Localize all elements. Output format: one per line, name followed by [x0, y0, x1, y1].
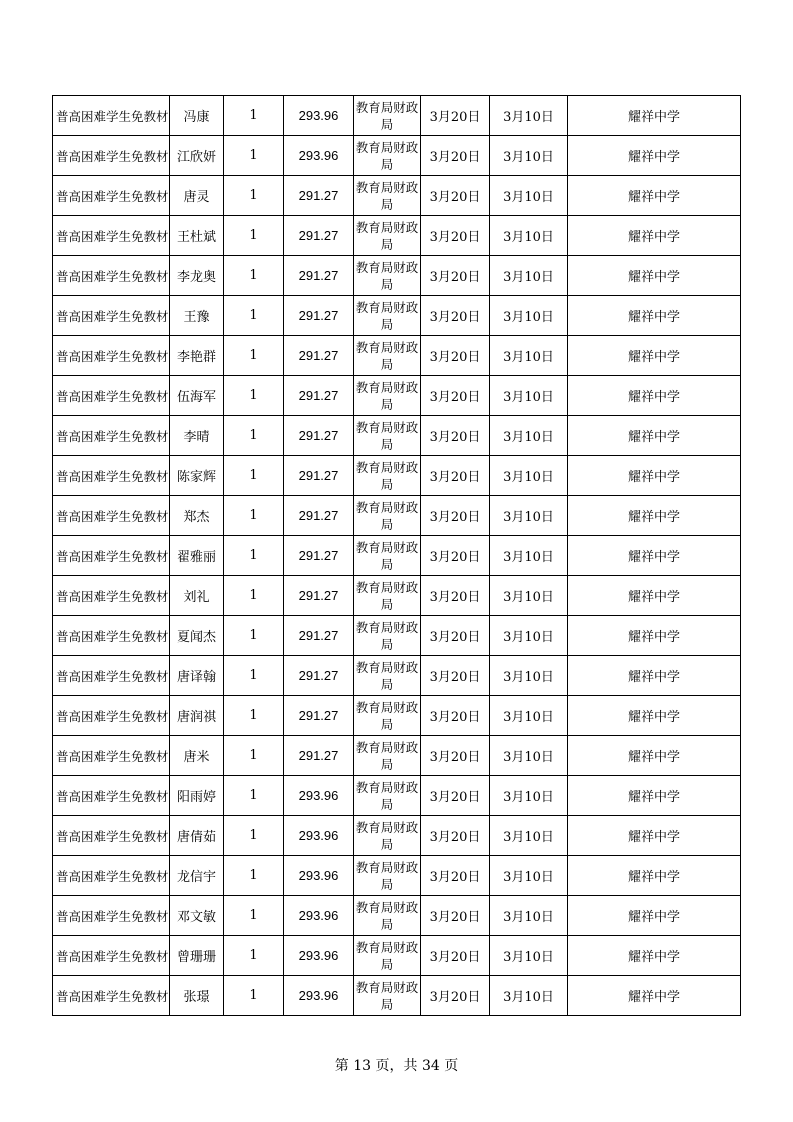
- table-body: [53, 96, 741, 1016]
- amount-cell: 291.27: [284, 216, 354, 256]
- school-cell: 耀祥中学: [568, 976, 741, 1016]
- quantity-cell: 1: [224, 576, 284, 616]
- amount-cell: 291.27: [284, 176, 354, 216]
- date-cell: 3月10日: [490, 976, 568, 1016]
- quantity-cell: 1: [224, 536, 284, 576]
- quantity-cell: 1: [224, 376, 284, 416]
- amount-cell: 291.27: [284, 496, 354, 536]
- date-cell: 3月10日: [490, 336, 568, 376]
- student-name-cell: 江欣妍: [170, 136, 224, 176]
- item-cell: 普高困难学生免教材: [53, 416, 170, 456]
- date-cell: 3月10日: [490, 576, 568, 616]
- quantity-cell: 1: [224, 816, 284, 856]
- quantity-cell: 1: [224, 96, 284, 136]
- date-cell: 3月10日: [490, 816, 568, 856]
- department-cell: 教育局财政局: [354, 936, 421, 976]
- item-cell: 普高困难学生免教材: [53, 256, 170, 296]
- quantity-cell: 1: [224, 936, 284, 976]
- item-cell: 普高困难学生免教材: [53, 696, 170, 736]
- table-row: [53, 816, 741, 856]
- department-cell: 教育局财政局: [354, 416, 421, 456]
- school-cell: 耀祥中学: [568, 176, 741, 216]
- amount-cell: 293.96: [284, 896, 354, 936]
- quantity-cell: 1: [224, 696, 284, 736]
- school-cell: 耀祥中学: [568, 216, 741, 256]
- item-cell: 普高困难学生免教材: [53, 136, 170, 176]
- amount-cell: 291.27: [284, 576, 354, 616]
- amount-cell: 291.27: [284, 536, 354, 576]
- school-cell: 耀祥中学: [568, 536, 741, 576]
- amount-cell: 293.96: [284, 136, 354, 176]
- date-cell: 3月20日: [421, 216, 490, 256]
- quantity-cell: 1: [224, 456, 284, 496]
- table-row: [53, 496, 741, 536]
- item-cell: 普高困难学生免教材: [53, 216, 170, 256]
- date-cell: 3月10日: [490, 536, 568, 576]
- department-cell: 教育局财政局: [354, 216, 421, 256]
- table-row: [53, 856, 741, 896]
- date-cell: 3月20日: [421, 296, 490, 336]
- table-row: [53, 616, 741, 656]
- amount-cell: 291.27: [284, 416, 354, 456]
- item-cell: 普高困难学生免教材: [53, 736, 170, 776]
- table-row: [53, 536, 741, 576]
- quantity-cell: 1: [224, 896, 284, 936]
- student-name-cell: 张璟: [170, 976, 224, 1016]
- school-cell: 耀祥中学: [568, 416, 741, 456]
- item-cell: 普高困难学生免教材: [53, 496, 170, 536]
- amount-cell: 293.96: [284, 976, 354, 1016]
- item-cell: 普高困难学生免教材: [53, 816, 170, 856]
- school-cell: 耀祥中学: [568, 656, 741, 696]
- student-name-cell: 唐灵: [170, 176, 224, 216]
- amount-cell: 291.27: [284, 696, 354, 736]
- date-cell: 3月10日: [490, 616, 568, 656]
- date-cell: 3月20日: [421, 96, 490, 136]
- table-row: [53, 896, 741, 936]
- department-cell: 教育局财政局: [354, 656, 421, 696]
- amount-cell: 291.27: [284, 736, 354, 776]
- amount-cell: 291.27: [284, 656, 354, 696]
- date-cell: 3月10日: [490, 896, 568, 936]
- date-cell: 3月20日: [421, 736, 490, 776]
- date-cell: 3月10日: [490, 296, 568, 336]
- school-cell: 耀祥中学: [568, 816, 741, 856]
- department-cell: 教育局财政局: [354, 376, 421, 416]
- quantity-cell: 1: [224, 416, 284, 456]
- table-row: [53, 336, 741, 376]
- department-cell: 教育局财政局: [354, 176, 421, 216]
- quantity-cell: 1: [224, 656, 284, 696]
- school-cell: 耀祥中学: [568, 96, 741, 136]
- date-cell: 3月20日: [421, 896, 490, 936]
- table-row: [53, 416, 741, 456]
- school-cell: 耀祥中学: [568, 696, 741, 736]
- item-cell: 普高困难学生免教材: [53, 96, 170, 136]
- student-name-cell: 王豫: [170, 296, 224, 336]
- table-row: [53, 776, 741, 816]
- item-cell: 普高困难学生免教材: [53, 456, 170, 496]
- department-cell: 教育局财政局: [354, 896, 421, 936]
- item-cell: 普高困难学生免教材: [53, 656, 170, 696]
- table-row: [53, 376, 741, 416]
- department-cell: 教育局财政局: [354, 136, 421, 176]
- school-cell: 耀祥中学: [568, 496, 741, 536]
- table-row: [53, 456, 741, 496]
- date-cell: 3月20日: [421, 456, 490, 496]
- item-cell: 普高困难学生免教材: [53, 336, 170, 376]
- item-cell: 普高困难学生免教材: [53, 176, 170, 216]
- department-cell: 教育局财政局: [354, 296, 421, 336]
- quantity-cell: 1: [224, 616, 284, 656]
- date-cell: 3月20日: [421, 976, 490, 1016]
- date-cell: 3月10日: [490, 216, 568, 256]
- table-row: [53, 176, 741, 216]
- date-cell: 3月20日: [421, 656, 490, 696]
- quantity-cell: 1: [224, 736, 284, 776]
- date-cell: 3月20日: [421, 496, 490, 536]
- date-cell: 3月20日: [421, 536, 490, 576]
- amount-cell: 291.27: [284, 456, 354, 496]
- amount-cell: 291.27: [284, 336, 354, 376]
- date-cell: 3月10日: [490, 96, 568, 136]
- amount-cell: 293.96: [284, 96, 354, 136]
- date-cell: 3月10日: [490, 256, 568, 296]
- item-cell: 普高困难学生免教材: [53, 776, 170, 816]
- department-cell: 教育局财政局: [354, 576, 421, 616]
- department-cell: 教育局财政局: [354, 696, 421, 736]
- quantity-cell: 1: [224, 216, 284, 256]
- quantity-cell: 1: [224, 176, 284, 216]
- date-cell: 3月20日: [421, 176, 490, 216]
- table-row: [53, 656, 741, 696]
- quantity-cell: 1: [224, 256, 284, 296]
- amount-cell: 291.27: [284, 256, 354, 296]
- date-cell: 3月20日: [421, 776, 490, 816]
- quantity-cell: 1: [224, 776, 284, 816]
- table-row: [53, 136, 741, 176]
- school-cell: 耀祥中学: [568, 296, 741, 336]
- quantity-cell: 1: [224, 976, 284, 1016]
- date-cell: 3月10日: [490, 376, 568, 416]
- date-cell: 3月20日: [421, 936, 490, 976]
- school-cell: 耀祥中学: [568, 376, 741, 416]
- date-cell: 3月10日: [490, 696, 568, 736]
- date-cell: 3月20日: [421, 576, 490, 616]
- table-row: [53, 96, 741, 136]
- date-cell: 3月10日: [490, 176, 568, 216]
- table-row: [53, 976, 741, 1016]
- student-name-cell: 翟雅丽: [170, 536, 224, 576]
- school-cell: 耀祥中学: [568, 336, 741, 376]
- amount-cell: 291.27: [284, 296, 354, 336]
- department-cell: 教育局财政局: [354, 96, 421, 136]
- student-name-cell: 唐米: [170, 736, 224, 776]
- date-cell: 3月20日: [421, 696, 490, 736]
- table-row: [53, 696, 741, 736]
- date-cell: 3月20日: [421, 856, 490, 896]
- date-cell: 3月10日: [490, 496, 568, 536]
- date-cell: 3月10日: [490, 656, 568, 696]
- student-name-cell: 阳雨婷: [170, 776, 224, 816]
- school-cell: 耀祥中学: [568, 896, 741, 936]
- department-cell: 教育局财政局: [354, 496, 421, 536]
- amount-cell: 293.96: [284, 776, 354, 816]
- school-cell: 耀祥中学: [568, 776, 741, 816]
- date-cell: 3月20日: [421, 336, 490, 376]
- student-name-cell: 冯康: [170, 96, 224, 136]
- item-cell: 普高困难学生免教材: [53, 896, 170, 936]
- student-name-cell: 刘礼: [170, 576, 224, 616]
- amount-cell: 293.96: [284, 856, 354, 896]
- school-cell: 耀祥中学: [568, 936, 741, 976]
- item-cell: 普高困难学生免教材: [53, 576, 170, 616]
- quantity-cell: 1: [224, 856, 284, 896]
- student-name-cell: 王杜斌: [170, 216, 224, 256]
- item-cell: 普高困难学生免教材: [53, 536, 170, 576]
- department-cell: 教育局财政局: [354, 456, 421, 496]
- department-cell: 教育局财政局: [354, 816, 421, 856]
- department-cell: 教育局财政局: [354, 536, 421, 576]
- table-row: [53, 576, 741, 616]
- department-cell: 教育局财政局: [354, 976, 421, 1016]
- student-name-cell: 李龙奥: [170, 256, 224, 296]
- amount-cell: 293.96: [284, 816, 354, 856]
- date-cell: 3月10日: [490, 136, 568, 176]
- item-cell: 普高困难学生免教材: [53, 936, 170, 976]
- table-row: [53, 736, 741, 776]
- department-cell: 教育局财政局: [354, 736, 421, 776]
- department-cell: 教育局财政局: [354, 616, 421, 656]
- date-cell: 3月20日: [421, 416, 490, 456]
- school-cell: 耀祥中学: [568, 736, 741, 776]
- amount-cell: 291.27: [284, 616, 354, 656]
- school-cell: 耀祥中学: [568, 616, 741, 656]
- page-footer: 第 13 页，共 34 页: [334, 1058, 459, 1074]
- department-cell: 教育局财政局: [354, 256, 421, 296]
- table-row: [53, 256, 741, 296]
- quantity-cell: 1: [224, 336, 284, 376]
- student-name-cell: 曾珊珊: [170, 936, 224, 976]
- date-cell: 3月20日: [421, 256, 490, 296]
- student-name-cell: 伍海军: [170, 376, 224, 416]
- date-cell: 3月10日: [490, 736, 568, 776]
- student-name-cell: 陈家辉: [170, 456, 224, 496]
- amount-cell: 293.96: [284, 936, 354, 976]
- item-cell: 普高困难学生免教材: [53, 376, 170, 416]
- item-cell: 普高困难学生免教材: [53, 976, 170, 1016]
- school-cell: 耀祥中学: [568, 576, 741, 616]
- date-cell: 3月10日: [490, 416, 568, 456]
- date-cell: 3月20日: [421, 816, 490, 856]
- date-cell: 3月10日: [490, 776, 568, 816]
- quantity-cell: 1: [224, 496, 284, 536]
- student-name-cell: 唐倩茹: [170, 816, 224, 856]
- quantity-cell: 1: [224, 136, 284, 176]
- student-name-cell: 唐译翰: [170, 656, 224, 696]
- table-row: [53, 216, 741, 256]
- department-cell: 教育局财政局: [354, 776, 421, 816]
- student-name-cell: 夏闻杰: [170, 616, 224, 656]
- department-cell: 教育局财政局: [354, 336, 421, 376]
- date-cell: 3月20日: [421, 616, 490, 656]
- item-cell: 普高困难学生免教材: [53, 856, 170, 896]
- item-cell: 普高困难学生免教材: [53, 616, 170, 656]
- student-name-cell: 李晴: [170, 416, 224, 456]
- student-name-cell: 郑杰: [170, 496, 224, 536]
- student-name-cell: 龙信宇: [170, 856, 224, 896]
- table-row: [53, 936, 741, 976]
- date-cell: 3月20日: [421, 136, 490, 176]
- amount-cell: 291.27: [284, 376, 354, 416]
- data-table: [52, 95, 741, 1016]
- date-cell: 3月20日: [421, 376, 490, 416]
- student-name-cell: 唐润祺: [170, 696, 224, 736]
- quantity-cell: 1: [224, 296, 284, 336]
- student-name-cell: 李艳群: [170, 336, 224, 376]
- school-cell: 耀祥中学: [568, 256, 741, 296]
- department-cell: 教育局财政局: [354, 856, 421, 896]
- school-cell: 耀祥中学: [568, 136, 741, 176]
- date-cell: 3月10日: [490, 856, 568, 896]
- school-cell: 耀祥中学: [568, 456, 741, 496]
- student-name-cell: 邓文敏: [170, 896, 224, 936]
- date-cell: 3月10日: [490, 456, 568, 496]
- table-row: [53, 296, 741, 336]
- school-cell: 耀祥中学: [568, 856, 741, 896]
- date-cell: 3月10日: [490, 936, 568, 976]
- item-cell: 普高困难学生免教材: [53, 296, 170, 336]
